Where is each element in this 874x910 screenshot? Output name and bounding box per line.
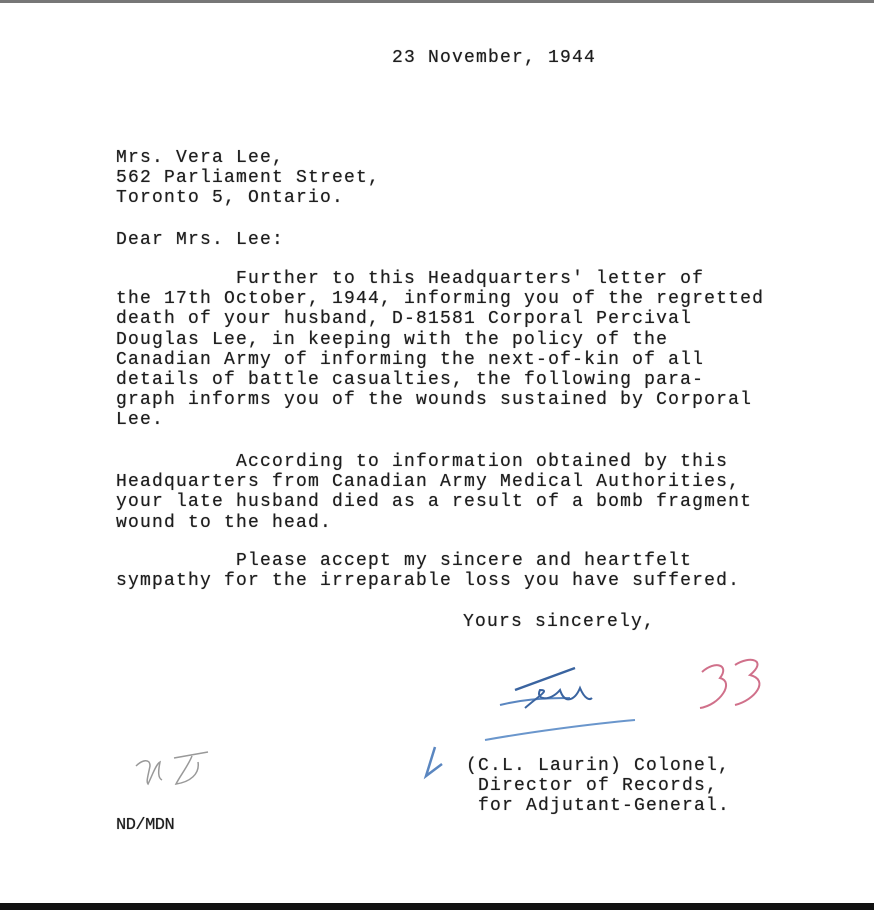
text-line: wound to the head. bbox=[116, 512, 333, 533]
signatory-name: (C.L. Laurin) Colonel, bbox=[466, 756, 731, 776]
handwritten-initials bbox=[130, 748, 220, 798]
closing: Yours sincerely, bbox=[463, 612, 656, 632]
text-line: your late husband died as a result of a bomb fragment bbox=[116, 492, 753, 513]
letter-date: 23 November, 1944 bbox=[392, 48, 597, 68]
handwritten-page-number bbox=[690, 650, 780, 720]
salutation: Dear Mrs. Lee: bbox=[116, 230, 285, 250]
text-line: graph informs you of the wounds sustained by Corporal bbox=[116, 390, 753, 411]
paragraph-1 bbox=[116, 269, 764, 431]
text-line: Lee. bbox=[116, 410, 165, 431]
signature-block bbox=[466, 756, 730, 817]
address-line: 562 Parliament Street, bbox=[116, 168, 381, 189]
text-line: Please accept my sincere and heartfelt bbox=[116, 551, 693, 571]
signature bbox=[480, 660, 650, 750]
text-line: Headquarters from Canadian Army Medical Authorities, bbox=[116, 472, 741, 493]
paragraph-3 bbox=[116, 551, 740, 591]
signatory-office: for Adjutant-General. bbox=[466, 796, 731, 817]
text-line: According to information obtained by this bbox=[116, 452, 729, 472]
signatory-title: Director of Records, bbox=[466, 776, 719, 797]
text-line: sympathy for the irreparable loss you have suffered. bbox=[116, 571, 741, 592]
paragraph-2 bbox=[116, 452, 752, 533]
address-line: Toronto 5, Ontario. bbox=[116, 188, 345, 209]
address-line: Mrs. Vera Lee, bbox=[116, 148, 285, 168]
scan-edge-bottom bbox=[0, 903, 874, 910]
text-line: Douglas Lee, in keeping with the policy of the bbox=[116, 329, 669, 350]
recipient-address bbox=[116, 148, 380, 209]
scan-edge-top bbox=[0, 0, 874, 3]
text-line: death of your husband, D-81581 Corporal Percival bbox=[116, 309, 693, 330]
text-line: details of battle casualties, the following para- bbox=[116, 369, 705, 390]
text-line: Canadian Army of informing the next-of-kin of all bbox=[116, 349, 705, 370]
reference-initials: ND/MDN bbox=[116, 816, 175, 835]
text-line: Further to this Headquarters' letter of bbox=[116, 269, 705, 289]
text-line: the 17th October, 1944, informing you of the regretted bbox=[116, 289, 765, 310]
check-mark-icon bbox=[420, 742, 460, 782]
